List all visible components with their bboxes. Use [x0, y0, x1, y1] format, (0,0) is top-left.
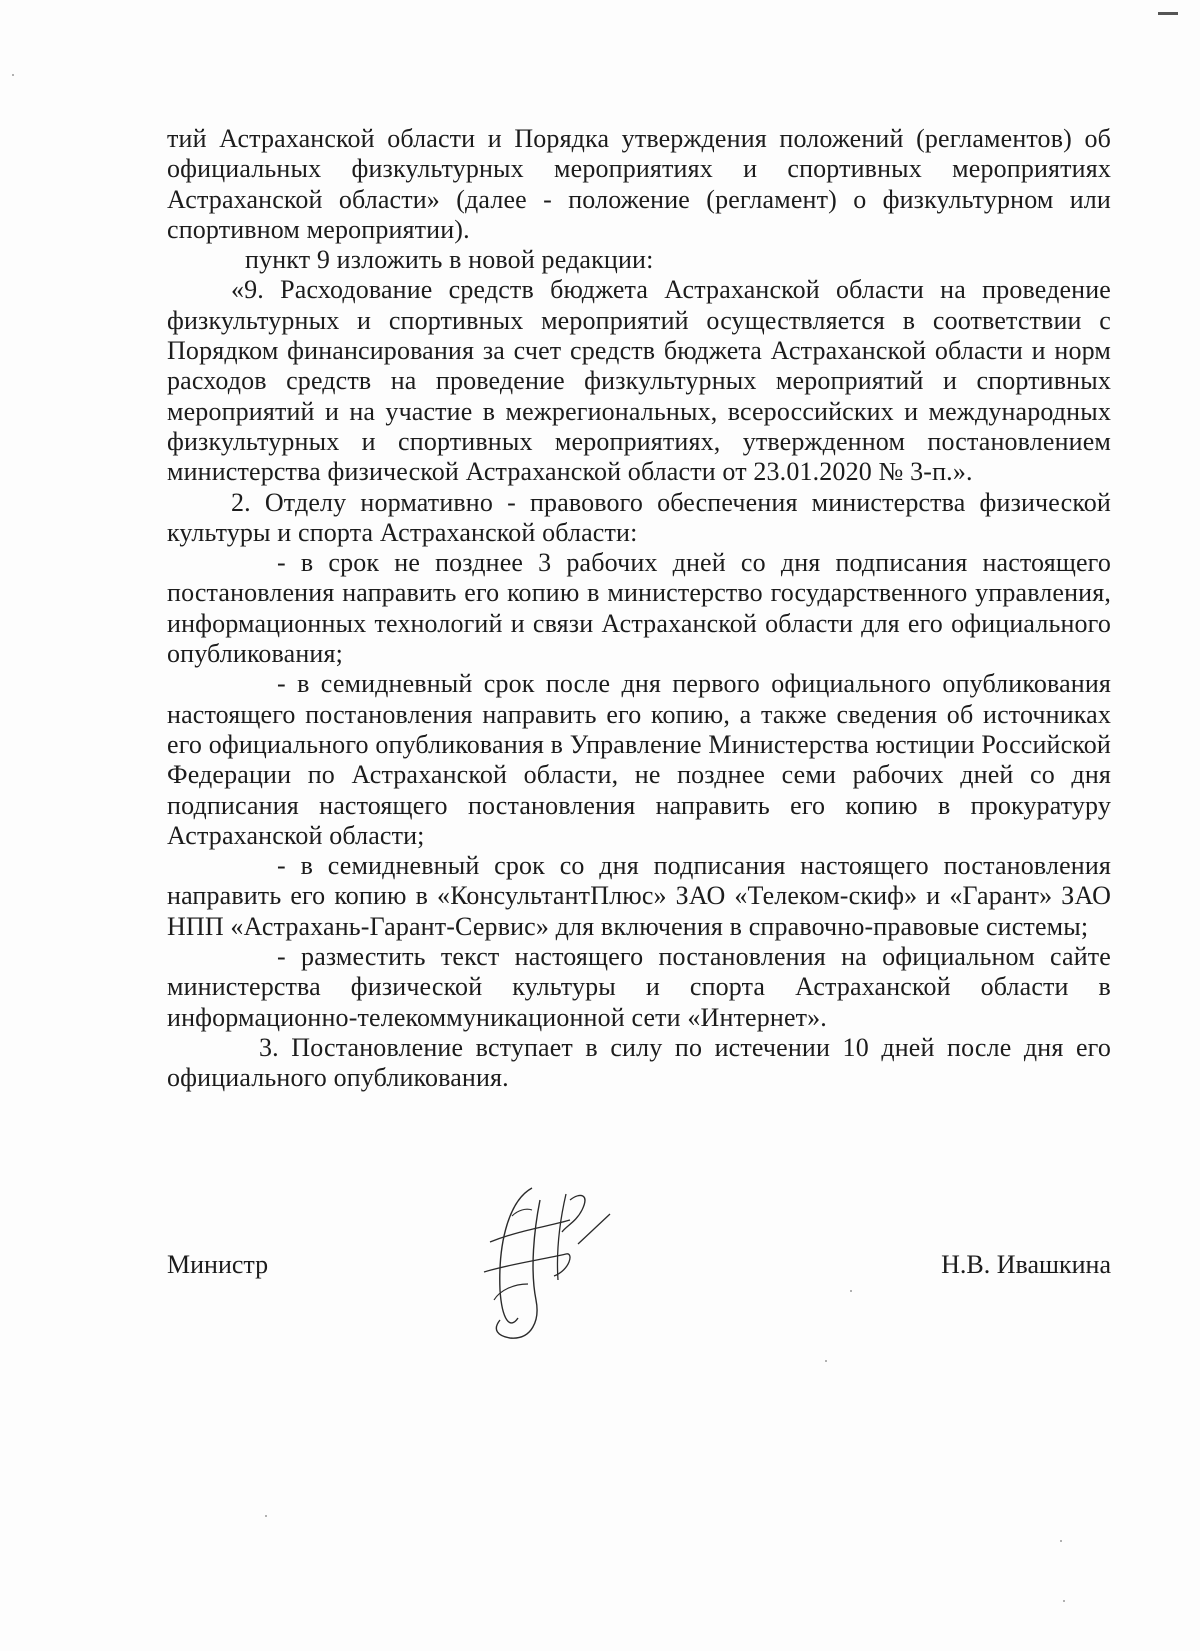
- signer-position: Министр: [167, 1250, 269, 1279]
- scan-speck: [1063, 1600, 1065, 1602]
- scan-speck: [850, 1290, 852, 1292]
- signer-name: Н.В. Ивашкина: [941, 1250, 1111, 1279]
- paragraph-section-2: 2. Отделу нормативно - правового обеспечения министерства физической культуры и спорта Астраханской области:: [167, 487, 1111, 547]
- paragraph-continuation: тий Астраханской области и Порядка утверждения положений (регламентов) об официальных физкультурных мероприятиях и спортивных мероприятиях Астраханской области» (далее - положение (регламент) о физкультурном или спортивном мероприятии).: [167, 124, 1111, 244]
- paragraph-bullet-website: - разместить текст настоящего постановления на официальном сайте министерства физической культуры и спорта Астраханской области в информационно-телекоммуникационной сети «Интернет».: [167, 942, 1111, 1032]
- paragraph-item-9-intro: пункт 9 изложить в новой редакции:: [245, 245, 654, 275]
- document-body: [167, 124, 1111, 1094]
- scan-speck: [1060, 1540, 1062, 1542]
- scan-artifact: [1158, 12, 1178, 15]
- scan-speck: [265, 1515, 267, 1517]
- scan-speck: [825, 1360, 827, 1362]
- paragraph-bullet-publication: - в срок не позднее 3 рабочих дней со дня подписания настоящего постановления направить его копию в министерство государственного управления, информационных технологий и связи Астраханской области для его официального опубликования;: [167, 548, 1111, 669]
- paragraph-bullet-legal-systems: - в семидневный срок со дня подписания настоящего постановления направить его копию в «КонсультантПлюс» ЗАО «Телеком-скиф» и «Гарант» ЗАО НПП «Астрахань-Гарант-Сервис» для включения в справочно-правовые системы;: [167, 851, 1111, 941]
- paragraph-item-9-text: «9. Расходование средств бюджета Астраханской области на проведение физкультурных и спортивных мероприятий осуществляется в соответствии с Порядком финансирования за счет средств бюджета Астраханской области и норм расходов средств на проведение физкультурных мероприятий и спортивных мероприятий и на участие в межрегиональных, всероссийских и международных физкультурных и спортивных мероприятиях, утвержденном постановлением министерства физической Астраханской области от 23.01.2020 № 3-п.».: [167, 275, 1111, 487]
- paragraph-section-3: 3. Постановление вступает в силу по истечении 10 дней после дня его официального опубликования.: [167, 1032, 1111, 1093]
- signature-row: [167, 1250, 1111, 1290]
- scan-speck: [12, 74, 14, 76]
- paragraph-bullet-justice: - в семидневный срок после дня первого официального опубликования настоящего постановления направить его копию, а также сведения об источниках его официального опубликования в Управление Министерства юстиции Российской Федерации по Астраханской области, не позднее семи рабочих дней со дня подписания настоящего постановления направить его копию в прокуратуру Астраханской области;: [167, 669, 1111, 850]
